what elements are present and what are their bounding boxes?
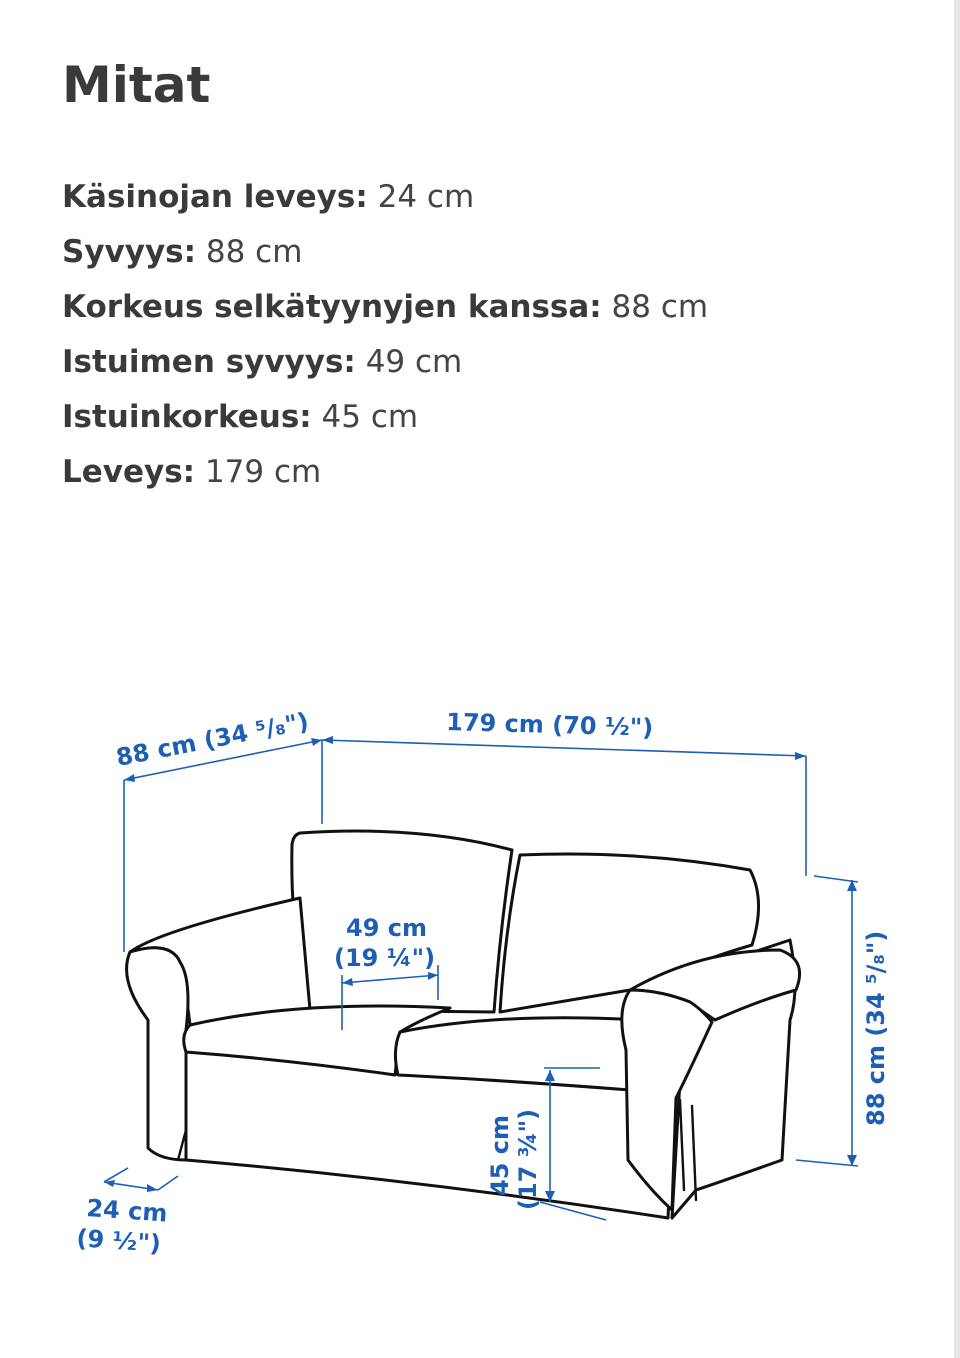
spec-label: Istuimen syvyys: — [62, 344, 356, 380]
left-armrest-front — [127, 948, 188, 1160]
sofa-drawing — [127, 831, 800, 1218]
spec-value: 45 cm — [321, 399, 419, 435]
scrollbar-track — [954, 0, 960, 1358]
seat-depth-cm: 49 cm — [346, 914, 427, 942]
spec-label: Käsinojan leveys: — [62, 179, 368, 215]
page-title: Mitat — [62, 56, 211, 114]
seat-height-in: (17 ¾") — [514, 1108, 542, 1210]
depth-label: 88 cm (34 ⁵/₈") — [113, 707, 311, 772]
spec-value: 179 cm — [204, 454, 322, 490]
seat-height-cm: 45 cm — [486, 1115, 514, 1196]
height-label: 88 cm (34 ⁵/₈") — [862, 930, 890, 1126]
spec-value: 88 cm — [611, 289, 709, 325]
spec-seat-depth — [62, 335, 708, 390]
armrest-width-cm: 24 cm — [85, 1194, 169, 1228]
dimension-list — [62, 170, 708, 500]
spec-value: 88 cm — [205, 234, 303, 270]
spec-value: 24 cm — [377, 179, 475, 215]
spec-width — [62, 445, 708, 500]
armrest-width-in: (9 ½") — [75, 1224, 162, 1258]
spec-height-with-cushions — [62, 280, 708, 335]
spec-label: Leveys: — [62, 454, 196, 490]
width-label: 179 cm (70 ½") — [445, 708, 654, 742]
spec-label: Istuinkorkeus: — [62, 399, 312, 435]
spec-value: 49 cm — [365, 344, 463, 380]
spec-armrest-width — [62, 170, 708, 225]
seat-depth-in: (19 ¼") — [334, 944, 436, 972]
spec-seat-height — [62, 390, 708, 445]
spec-label: Syvyys: — [62, 234, 197, 270]
spec-depth — [62, 225, 708, 280]
sofa-dimension-diagram — [0, 690, 954, 1310]
spec-label: Korkeus selkätyynyjen kanssa: — [62, 289, 602, 325]
